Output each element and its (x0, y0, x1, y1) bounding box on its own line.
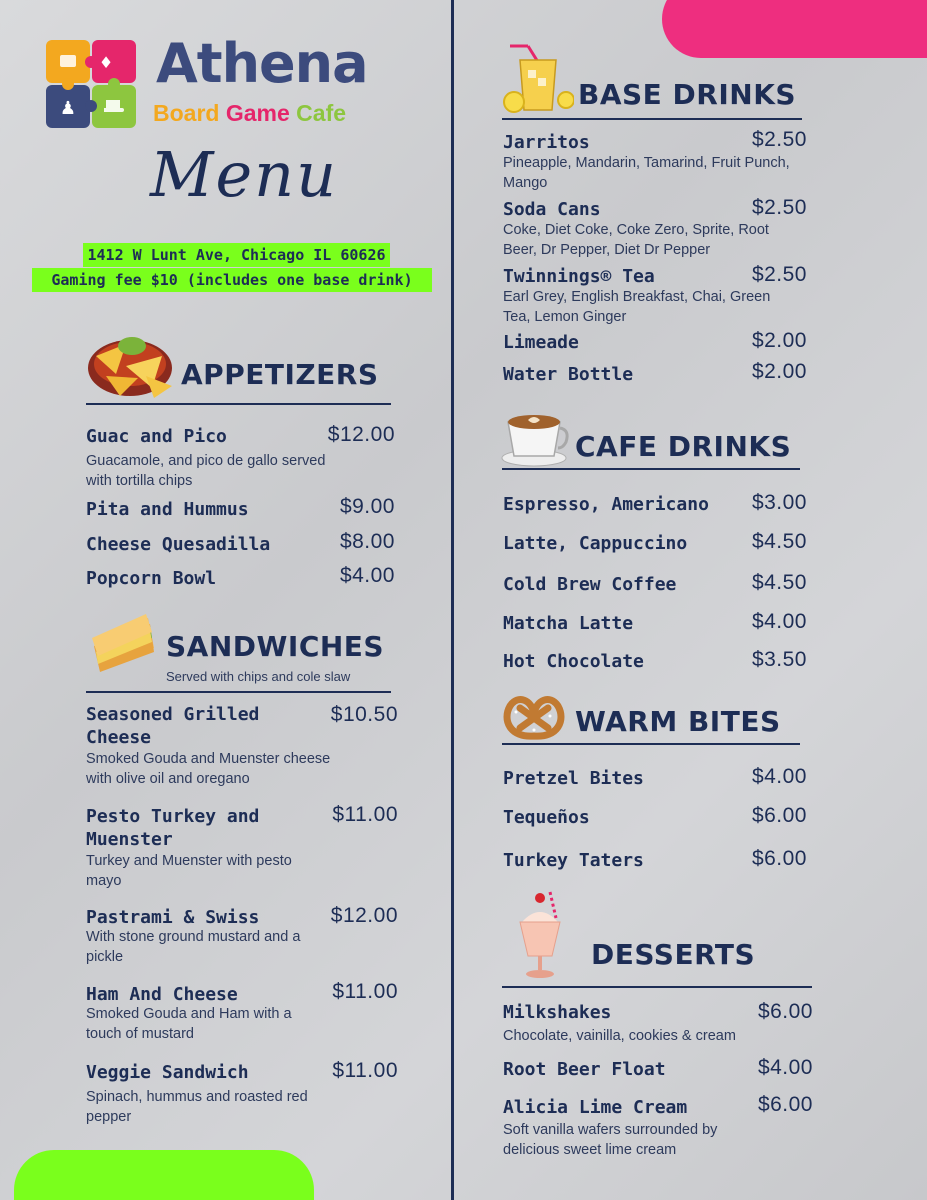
brand-subtitle (153, 100, 346, 127)
lemonade-icon (502, 44, 574, 116)
milkshake-icon (512, 888, 570, 980)
menu-item-name: Guac and Pico (86, 426, 227, 447)
menu-item-description: Coke, Diet Coke, Coke Zero, Sprite, Root Beer, Dr Pepper, Diet Dr Pepper (503, 222, 769, 258)
pretzel-icon (500, 690, 568, 742)
menu-item-description: Guacamole, and pico de gallo served with tortilla chips (86, 453, 326, 489)
cafe-drinks-title: CAFE DRINKS (575, 430, 792, 463)
menu-item-price: $2.50 (751, 196, 807, 219)
puzzle-logo-icon (46, 40, 136, 128)
cafe-drinks-underline (502, 468, 800, 470)
gaming-fee-banner: Gaming fee $10 (includes one base drink) (32, 268, 432, 292)
menu-item-price: $2.50 (751, 263, 807, 286)
sandwich-icon (88, 612, 160, 672)
menu-item-price: $12.00 (327, 423, 395, 446)
menu-item-description: Smoked Gouda and Ham with a touch of mustard (86, 1006, 292, 1042)
menu-item-name: Ham And Cheese (86, 984, 238, 1005)
menu-item-price: $11.00 (332, 803, 398, 826)
svg-text:♦: ♦ (98, 53, 114, 72)
menu-item-name: Cheese Quesadilla (86, 534, 271, 555)
menu-item-price: $10.50 (330, 703, 398, 726)
menu-item-description: Earl Grey, English Breakfast, Chai, Green Tea, Lemon Ginger (503, 289, 771, 325)
sandwiches-underline (86, 691, 391, 693)
menu-item-description: Turkey and Muenster with pesto mayo (86, 853, 292, 889)
menu-item-price: $6.00 (757, 1093, 813, 1116)
warm-bites-title: WARM BITES (575, 705, 781, 738)
menu-item-price: $12.00 (330, 904, 398, 927)
menu-item-price: $2.00 (751, 360, 807, 383)
sandwiches-note: Served with chips and cole slaw (166, 669, 351, 684)
menu-item-description: Pineapple, Mandarin, Tamarind, Fruit Punch, Mango (503, 155, 790, 191)
menu-item-price: $11.00 (332, 980, 398, 1003)
brand-subtitle-board: Board (153, 100, 220, 126)
base-drinks-title: BASE DRINKS (578, 78, 797, 111)
appetizers-underline (86, 403, 391, 405)
menu-item-price: $4.00 (751, 765, 807, 788)
menu-item-description: Smoked Gouda and Muenster cheese with olive oil and oregano (86, 751, 331, 787)
menu-item-price: $2.50 (751, 128, 807, 151)
menu-item-price: $4.00 (751, 610, 807, 633)
menu-item-price: $11.00 (332, 1059, 398, 1082)
menu-item-price: $6.00 (757, 1000, 813, 1023)
brand-name: Athena (156, 32, 368, 95)
menu-item-price: $3.50 (751, 648, 807, 671)
menu-item-name: Jarritos (503, 132, 590, 153)
menu-item-price: $6.00 (751, 847, 807, 870)
menu-item-name: Milkshakes (503, 1002, 612, 1023)
latte-cup-icon (500, 404, 570, 468)
desserts-title: DESSERTS (591, 938, 756, 971)
brand-subtitle-cafe: Cafe (296, 100, 347, 126)
menu-item-name: Pretzel Bites (503, 768, 644, 789)
menu-heading: Menu (150, 138, 339, 211)
green-corner-shape (14, 1150, 314, 1200)
menu-item-name: Pesto Turkey and Muenster (86, 806, 260, 850)
menu-item-name: Matcha Latte (503, 613, 634, 634)
menu-item-name: Latte, Cappuccino (503, 533, 688, 554)
menu-item-name: Seasoned Grilled Cheese (86, 704, 260, 748)
menu-item-name: Twinnings® Tea (503, 266, 655, 287)
menu-item-name: Espresso, Americano (503, 494, 709, 515)
menu-item-name: Pastrami & Swiss (86, 907, 260, 928)
appetizers-title: APPETIZERS (181, 358, 379, 391)
menu-item-name: Veggie Sandwich (86, 1062, 249, 1083)
sandwiches-title: SANDWICHES (166, 630, 385, 663)
menu-item-description: With stone ground mustard and a pickle (86, 929, 301, 965)
menu-item-price: $2.00 (751, 329, 807, 352)
brand-subtitle-game: Game (225, 100, 290, 126)
menu-item-description: Soft vanilla wafers surrounded by delicious sweet lime cream (503, 1122, 718, 1158)
column-divider (451, 0, 454, 1200)
menu-item-name: Alicia Lime Cream (503, 1097, 688, 1118)
menu-item-price: $4.50 (751, 571, 807, 594)
menu-item-price: $6.00 (751, 804, 807, 827)
menu-item-name: Root Beer Float (503, 1059, 666, 1080)
menu-item-name: Soda Cans (503, 199, 601, 220)
menu-item-name: Pita and Hummus (86, 499, 249, 520)
warm-bites-underline (502, 743, 800, 745)
desserts-underline (502, 986, 812, 988)
pink-corner-shape (662, 0, 927, 58)
svg-text:♟: ♟ (59, 98, 77, 119)
menu-item-name: Limeade (503, 332, 579, 353)
base-drinks-underline (502, 118, 802, 120)
menu-item-description: Spinach, hummus and roasted red pepper (86, 1089, 308, 1125)
menu-item-name: Tequeños (503, 807, 590, 828)
menu-item-price: $4.50 (751, 530, 807, 553)
menu-item-description: Chocolate, vainilla, cookies & cream (503, 1028, 736, 1044)
menu-item-name: Turkey Taters (503, 850, 644, 871)
menu-item-name: Water Bottle (503, 364, 634, 385)
menu-item-name: Popcorn Bowl (86, 568, 217, 589)
menu-item-price: $3.00 (751, 491, 807, 514)
menu-item-price: $9.00 (339, 495, 395, 518)
menu-item-price: $8.00 (339, 530, 395, 553)
menu-item-price: $4.00 (339, 564, 395, 587)
nachos-icon (86, 326, 178, 400)
menu-item-name: Cold Brew Coffee (503, 574, 677, 595)
menu-item-name: Hot Chocolate (503, 651, 644, 672)
address-banner: 1412 W Lunt Ave, Chicago IL 60626 (83, 243, 390, 267)
menu-item-price: $4.00 (757, 1056, 813, 1079)
